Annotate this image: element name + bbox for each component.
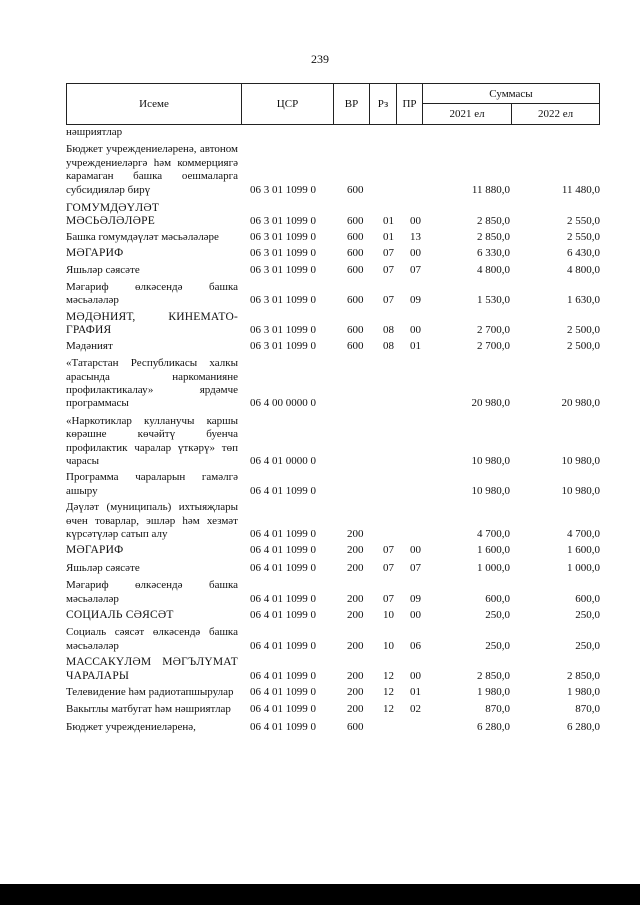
- row-sum-2021: 10 980,0: [471, 454, 510, 467]
- row-pr: 07: [410, 263, 421, 276]
- page-number: 239: [311, 52, 329, 66]
- row-sum-2021: 1 600,0: [477, 544, 510, 557]
- row-csr: 06 3 01 1099 0: [250, 247, 316, 260]
- table-row: [66, 544, 600, 557]
- table-row: [66, 340, 600, 353]
- row-vr: 600: [347, 230, 364, 243]
- row-sum-2022: 6 430,0: [567, 247, 600, 260]
- row-name: Бюджет учреждениеләренә,: [66, 720, 196, 733]
- header-year-2022: 2022 ел: [537, 108, 574, 120]
- row-pr: 09: [410, 592, 421, 605]
- row-sum-2021: 2 850,0: [477, 230, 510, 243]
- row-sum-2022: 1 630,0: [567, 294, 600, 307]
- table-row: [66, 721, 600, 734]
- row-csr: 06 3 01 1099 0: [250, 183, 316, 196]
- table-row: [66, 562, 600, 575]
- row-name: Мәгариф өлкәсендә башка мәсьәләләр: [66, 579, 238, 605]
- row-name: Социаль сәясәт өлкәсендә башка мәсьәләләр: [66, 626, 238, 652]
- row-vr: 600: [347, 324, 364, 337]
- row-rz: 12: [383, 703, 394, 716]
- row-pr: 00: [410, 215, 421, 228]
- row-rz: 07: [383, 247, 394, 260]
- row-pr: 00: [410, 247, 421, 260]
- row-sum-2022: 1 980,0: [567, 686, 600, 699]
- row-sum-2021: 870,0: [485, 703, 510, 716]
- row-pr: 13: [410, 230, 421, 243]
- header-csr: ЦСР: [242, 84, 334, 124]
- row-name: Дәүләт (муниципаль) ихтыяҗлары өчен товарлар, эшләр һәм хезмәт күрсәтүләр сатып алу: [66, 501, 238, 540]
- table-row: [66, 656, 600, 683]
- row-name: Башка гомумдәүләт мәсьәләләре: [66, 230, 219, 243]
- row-sum-2022: 870,0: [575, 703, 600, 716]
- table-row: [66, 202, 600, 229]
- row-sum-2021: 6 280,0: [477, 720, 510, 733]
- row-sum-2022: 2 500,0: [567, 339, 600, 352]
- row-vr: 600: [347, 183, 364, 196]
- row-rz: 08: [383, 324, 394, 337]
- row-sum-2021: 600,0: [485, 592, 510, 605]
- row-name: СОЦИАЛЬ СӘЯСӘТ: [66, 609, 174, 621]
- row-csr: 06 4 01 1099 0: [250, 720, 316, 733]
- table-row: [66, 231, 600, 244]
- row-sum-2021: 250,0: [485, 639, 510, 652]
- row-sum-2022: 4 800,0: [567, 263, 600, 276]
- row-sum-2022: 1 000,0: [567, 561, 600, 574]
- row-pr: 00: [410, 669, 421, 682]
- row-pr: 02: [410, 703, 421, 716]
- row-csr: 06 3 01 1099 0: [250, 324, 316, 337]
- row-csr: 06 4 00 0000 0: [250, 397, 316, 410]
- table-row: [66, 703, 600, 716]
- row-vr: 200: [347, 669, 364, 682]
- row-csr: 06 4 01 0000 0: [250, 454, 316, 467]
- header-name: Исеме: [67, 84, 242, 124]
- table-row: [66, 626, 600, 653]
- row-csr: 06 3 01 1099 0: [250, 294, 316, 307]
- row-sum-2021: 11 880,0: [471, 183, 510, 196]
- table-row: [66, 311, 600, 338]
- row-rz: 10: [383, 609, 394, 621]
- row-rz: 07: [383, 263, 394, 276]
- row-name: МӘГАРИФ: [66, 247, 124, 260]
- row-sum-2021: 1 530,0: [477, 294, 510, 307]
- table-row: [66, 281, 600, 308]
- row-name: Программа чараларын гамәлгә ашыру: [66, 471, 238, 497]
- row-vr: 600: [347, 294, 364, 307]
- row-pr: 00: [410, 609, 421, 621]
- row-rz: 07: [383, 561, 394, 574]
- row-vr: 200: [347, 561, 364, 574]
- row-sum-2021: 1 980,0: [477, 686, 510, 699]
- row-name: Телевидение һәм радиотапшырулар: [66, 686, 234, 699]
- table-row: [66, 609, 600, 622]
- row-sum-2022: 1 600,0: [567, 544, 600, 557]
- row-vr: 200: [347, 703, 364, 716]
- row-csr: 06 4 01 1099 0: [250, 669, 316, 682]
- row-sum-2022: 250,0: [575, 639, 600, 652]
- row-csr: 06 3 01 1099 0: [250, 339, 316, 352]
- row-name: Мәдәният: [66, 339, 113, 352]
- row-vr: 600: [347, 339, 364, 352]
- row-name: нәшриятлар: [66, 126, 123, 138]
- row-rz: 12: [383, 669, 394, 682]
- row-sum-2021: 6 330,0: [477, 247, 510, 260]
- row-sum-2022: 4 700,0: [567, 527, 600, 540]
- row-vr: 600: [347, 263, 364, 276]
- header-sums: Суммасы: [423, 84, 599, 104]
- row-csr: 06 4 01 1099 0: [250, 484, 316, 497]
- row-name: «Татарстан Республикасы халкы арасында наркоманияне профилактикалау» ярдәмче программасы: [66, 357, 238, 410]
- row-sum-2021: 2 850,0: [477, 669, 510, 682]
- row-csr: 06 4 01 1099 0: [250, 609, 316, 621]
- row-sum-2022: 600,0: [575, 592, 600, 605]
- table-row: [66, 126, 600, 139]
- table-row: [66, 264, 600, 277]
- table-row: [66, 143, 600, 197]
- row-csr: 06 4 01 1099 0: [250, 527, 316, 540]
- row-name: МӘДӘНИЯТ, КИНЕМАТО-ГРАФИЯ: [66, 310, 238, 337]
- row-csr: 06 3 01 1099 0: [250, 263, 316, 276]
- row-rz: 12: [383, 686, 394, 699]
- scan-bottom-edge: [0, 884, 640, 905]
- row-csr: 06 4 01 1099 0: [250, 592, 316, 605]
- table-row: [66, 247, 600, 260]
- row-csr: 06 4 01 1099 0: [250, 686, 316, 699]
- row-csr: 06 4 01 1099 0: [250, 544, 316, 557]
- row-sum-2021: 250,0: [485, 609, 510, 621]
- header-pr: ПР: [397, 84, 423, 124]
- row-name: Вакытлы матбугат һәм нәшриятлар: [66, 703, 231, 716]
- row-vr: 200: [347, 527, 364, 540]
- row-rz: 08: [383, 339, 394, 352]
- row-name: «Наркотиклар кулланучы каршы көрәшне көчәйтү буенча профилактик чаралар үткәрү» төп чарасы: [66, 414, 238, 467]
- row-sum-2022: 6 280,0: [567, 720, 600, 733]
- row-pr: 00: [410, 324, 421, 337]
- row-sum-2021: 20 980,0: [471, 397, 510, 410]
- table-row: [66, 357, 600, 411]
- row-sum-2022: 2 550,0: [567, 230, 600, 243]
- row-name: ГОМУМДӘҮЛӘТ МӘСЬӘЛӘЛӘРЕ: [66, 202, 160, 228]
- row-sum-2021: 10 980,0: [471, 484, 510, 497]
- table-row: [66, 501, 600, 541]
- row-vr: 600: [347, 215, 364, 228]
- row-name: МӘГАРИФ: [66, 544, 124, 557]
- table-row: [66, 415, 600, 469]
- row-rz: 01: [383, 230, 394, 243]
- row-vr: 200: [347, 609, 364, 621]
- row-vr: 200: [347, 639, 364, 652]
- row-sum-2022: 11 480,0: [561, 183, 600, 196]
- row-rz: 01: [383, 215, 394, 228]
- row-sum-2022: 10 980,0: [561, 454, 600, 467]
- row-rz: 10: [383, 639, 394, 652]
- row-pr: 09: [410, 294, 421, 307]
- table-body: [66, 126, 600, 734]
- row-name: Мәгариф өлкәсендә башка мәсьәләләр: [66, 281, 238, 307]
- row-csr: 06 4 01 1099 0: [250, 561, 316, 574]
- row-sum-2021: 1 000,0: [477, 561, 510, 574]
- header-vr: ВР: [334, 84, 370, 124]
- row-pr: 07: [410, 561, 421, 574]
- table-row: [66, 471, 600, 498]
- header-rz: Рз: [370, 84, 397, 124]
- row-vr: 200: [347, 544, 364, 557]
- table-row: [66, 686, 600, 699]
- header-year-2021: 2021 ел: [423, 104, 512, 124]
- row-pr: 01: [410, 686, 421, 699]
- table-header: [66, 83, 600, 125]
- row-csr: 06 4 01 1099 0: [250, 703, 316, 716]
- row-sum-2022: 2 850,0: [567, 669, 600, 682]
- row-vr: 200: [347, 592, 364, 605]
- row-pr: 01: [410, 339, 421, 352]
- row-pr: 06: [410, 639, 421, 652]
- table-row: [66, 579, 600, 606]
- row-csr: 06 3 01 1099 0: [250, 215, 316, 228]
- row-name: Яшьләр сәясәте: [66, 561, 140, 574]
- row-name: Яшьләр сәясәте: [66, 263, 140, 276]
- row-name: МАССАКҮЛӘМ МӘГЪЛҮМАТ ЧАРАЛАРЫ: [66, 656, 238, 682]
- row-sum-2022: 250,0: [575, 609, 600, 621]
- row-sum-2022: 10 980,0: [561, 484, 600, 497]
- row-vr: 600: [347, 247, 364, 260]
- row-sum-2021: 4 700,0: [477, 527, 510, 540]
- row-sum-2022: 2 500,0: [567, 324, 600, 337]
- row-rz: 07: [383, 592, 394, 605]
- row-sum-2021: 2 700,0: [477, 324, 510, 337]
- row-pr: 00: [410, 544, 421, 557]
- row-sum-2021: 2 850,0: [477, 215, 510, 228]
- row-sum-2021: 2 700,0: [477, 339, 510, 352]
- row-rz: 07: [383, 544, 394, 557]
- row-vr: 600: [347, 720, 364, 733]
- row-name: Бюджет учреждениеләренә, автоном учреждениеләргә һәм коммерциягә карамаган башка оешмаларга субсидияләр бирү: [66, 143, 238, 196]
- row-sum-2021: 4 800,0: [477, 263, 510, 276]
- row-csr: 06 4 01 1099 0: [250, 639, 316, 652]
- row-vr: 200: [347, 686, 364, 699]
- row-rz: 07: [383, 294, 394, 307]
- row-sum-2022: 20 980,0: [561, 397, 600, 410]
- row-sum-2022: 2 550,0: [567, 215, 600, 228]
- row-csr: 06 3 01 1099 0: [250, 230, 316, 243]
